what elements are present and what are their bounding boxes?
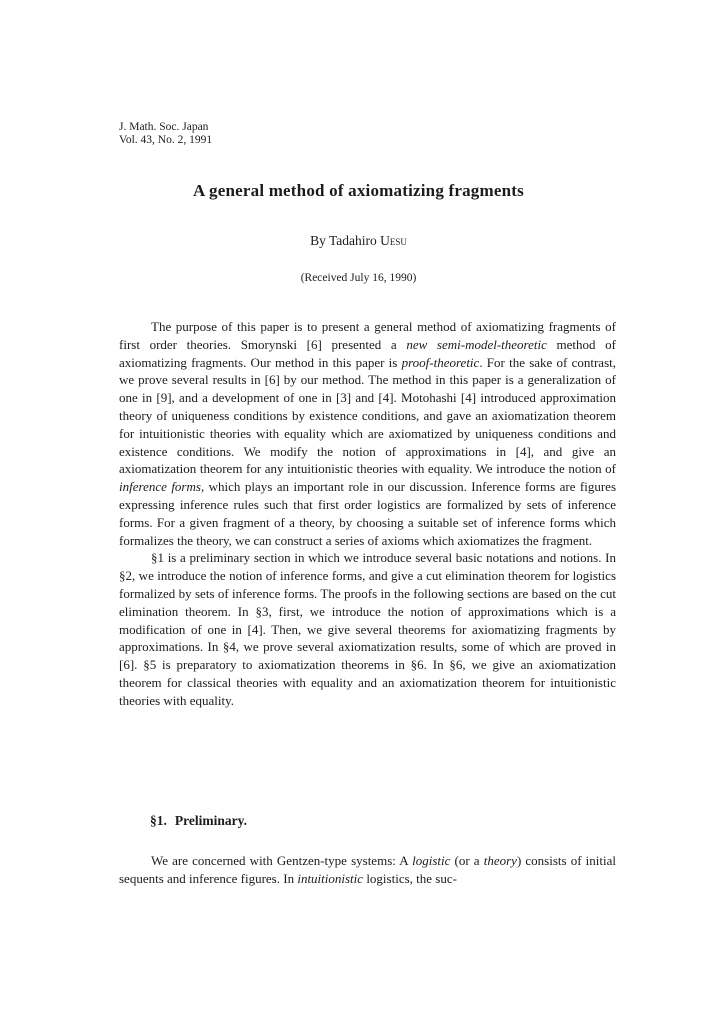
journal-volume: Vol. 43, No. 2, 1991 <box>119 134 213 146</box>
emphasis: new semi-model-theoretic <box>406 336 547 352</box>
emphasis: intuitionistic <box>297 871 364 886</box>
text-run: ) consists of initial sequents and inference figures. In <box>119 853 616 886</box>
section-number: §1. <box>150 813 167 828</box>
emphasis: logistic <box>412 853 451 868</box>
text-run: method of axiomatizing fragments. Our method in this paper is <box>119 336 616 370</box>
text-run: . For the sake of contrast, we prove several results in [6] by our method. The method in this paper is a generalization of one in [9], and a development of one in [3] and [4]. Motohashi [4] introduced approximation theory of uniqueness conditions by existence conditions, and gave an axiomatization theorem for intuitionistic theories with equality which are axiomatized by uniqueness conditions and existence conditions. We modify the notion of approximations in [4], and give an axiomatization theorem for any intuitionistic theories with equality. We introduce the notion of <box>119 354 616 477</box>
journal-citation <box>119 121 212 147</box>
emphasis: theory <box>483 853 517 868</box>
section-1-body <box>119 852 616 888</box>
received-date: (Received July 16, 1990) <box>300 272 417 284</box>
journal-name: J. Math. Soc. Japan <box>119 121 209 133</box>
text-run: The purpose of this paper is to present a general method of axiomatizing fragments of first order theories. Smorynski [6] presented a <box>119 319 616 352</box>
intro-paragraph-1 <box>119 318 616 549</box>
author-given-name: By Tadahiro <box>310 233 381 248</box>
intro-paragraph-2: §1 is a preliminary section in which we introduce several basic notations and notions. In §2, we introduce the notion of inference forms, and give a cut elimination theorem for logistics formalized by sets of inference forms. The proofs in the following sections are based on the cut elimination theorem. In §3, first, we introduce the notion of approximations which is a modification of one in [4]. Then, we give several theorems for axiomatizing fragments by approximations. In §4, we prove several axiomatization results, some of which are proved in [6]. §5 is preparatory to axiomatization theorems in §6. In §6, we give an axiomatization theorem for classical theories with equality and an axiomatization theorem for intuitionistic theories with equality. <box>119 550 616 708</box>
section-1-paragraph-1 <box>119 852 616 888</box>
author-surname: Uesu <box>380 233 407 248</box>
text-run: (or a <box>450 853 484 868</box>
text-run: logistics, the suc- <box>363 871 457 886</box>
introduction <box>119 318 616 710</box>
text-run: We are concerned with Gentzen-type systems: A <box>151 853 413 868</box>
section-heading <box>150 813 247 829</box>
section-title: Preliminary. <box>174 813 247 828</box>
paper-title: A general method of axiomatizing fragments <box>193 181 524 200</box>
text-run: , which plays an important role in our discussion. Inference forms are figures expressing inference rules such that first order logistics are formalized by sets of inference forms. For a given fragment of a theory, by choosing a suitable set of inference forms which formalizes the theory, we can construct a series of axioms which axiomatizes the fragment. <box>119 479 617 548</box>
emphasis: proof-theoretic <box>401 354 480 370</box>
emphasis: inference forms <box>119 479 201 495</box>
author-line <box>0 233 717 249</box>
